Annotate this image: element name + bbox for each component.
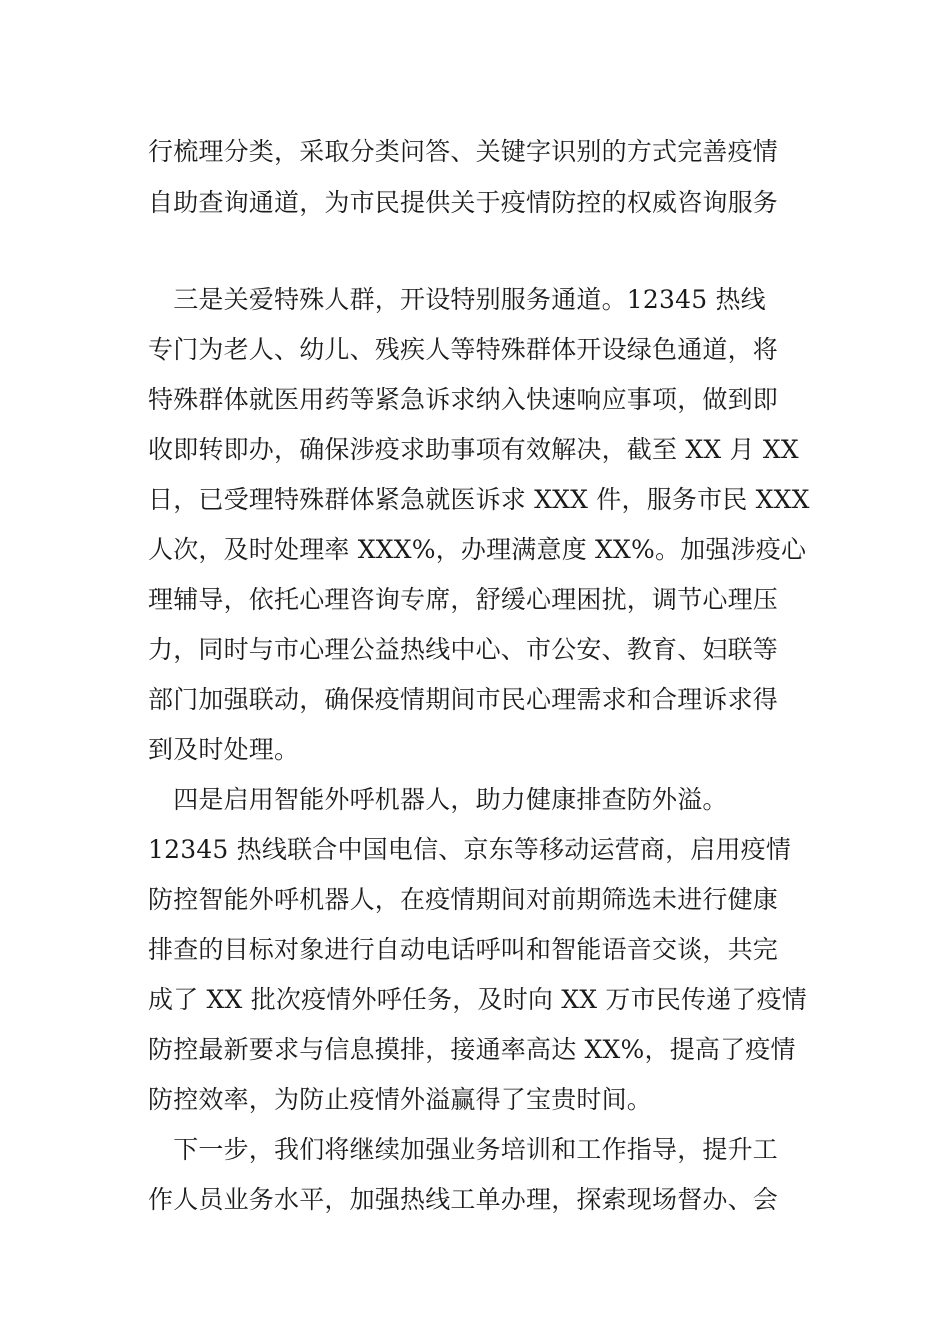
text-line: 收即转即办，确保涉疫求助事项有效解决，截至 XX 月 XX — [148, 435, 799, 464]
text-line: 部门加强联动，确保疫情期间市民心理需求和合理诉求得 — [148, 685, 779, 714]
text-line: 四是启用智能外呼机器人，助力健康排查防外溢。 — [148, 785, 728, 814]
text-line: 行梳理分类，采取分类问答、关键字识别的方式完善疫情 — [148, 137, 779, 166]
text-line: 排查的目标对象进行自动电话呼叫和智能语音交谈，共完 — [148, 935, 779, 964]
text-line: 防控智能外呼机器人，在疫情期间对前期筛选未进行健康 — [148, 885, 779, 914]
text-line: 作人员业务水平，加强热线工单办理，探索现场督办、会 — [148, 1185, 779, 1214]
text-line: 12345 热线联合中国电信、京东等移动运营商，启用疫情 — [148, 835, 792, 864]
text-line: 防控效率，为防止疫情外溢赢得了宝贵时间。 — [148, 1085, 653, 1114]
text-line: 日，已受理特殊群体紧急就医诉求 XXX 件，服务市民 XXX — [148, 485, 810, 514]
text-line: 成了 XX 批次疫情外呼任务，及时向 XX 万市民传递了疫情 — [148, 985, 807, 1014]
text-line: 特殊群体就医用药等紧急诉求纳入快速响应事项，做到即 — [148, 385, 779, 414]
text-line: 专门为老人、幼儿、残疾人等特殊群体开设绿色通道，将 — [148, 335, 779, 364]
text-line: 防控最新要求与信息摸排，接通率高达 XX%，提高了疫情 — [148, 1035, 796, 1064]
text-line: 到及时处理。 — [148, 735, 300, 764]
text-line: 下一步，我们将继续加强业务培训和工作指导，提升工 — [148, 1135, 779, 1164]
text-line: 人次，及时处理率 XXX%，办理满意度 XX%。加强涉疫心 — [148, 535, 807, 564]
text-line: 三是关爱特殊人群，开设特别服务通道。12345 热线 — [148, 285, 766, 314]
text-line: 自助查询通道，为市民提供关于疫情防控的权威咨询服务 — [148, 188, 779, 217]
text-line: 理辅导，依托心理咨询专席，舒缓心理困扰，调节心理压 — [148, 585, 779, 614]
text-line: 力，同时与市心理公益热线中心、市公安、教育、妇联等 — [148, 635, 779, 664]
